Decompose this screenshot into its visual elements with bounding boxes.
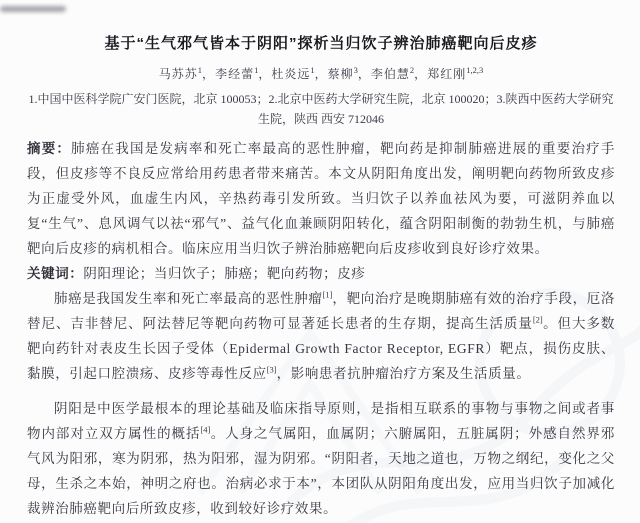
citation-ref: [4] (200, 424, 211, 435)
authors-line: 马苏苏$^1$，李经蕾$^1$，杜炎远$^1$，蔡柳$^3$，李伯慧$^2$，郑红刚$^{1,2,3}$ (158, 65, 484, 81)
body-paragraph-1: 肺癌是我国发生率和死亡率最高的恶性肿瘤[1]，靶向治疗是晚期肺癌有效的治疗手段，厄洛替尼、吉非替尼、阿法替尼等靶向药物可显著延长患者的生存期，提高生活质量[2]。但大多数靶向药针对表皮生长因子受体（Epidermal Growth Factor Receptor, EGFR）靶点，损伤皮肤、黏膜，引起口腔溃疡、皮疹等毒性反应[3]，影响患者抗肿瘤治疗方案及生活质量。 (27, 289, 616, 381)
paper-content (27, 28, 615, 521)
author-affiliation-sup: 2 (409, 65, 415, 75)
author-affiliation-sup: 1 (310, 65, 315, 75)
abstract-label: 摘要： (27, 141, 72, 156)
author-affiliation-sup: 1 (197, 65, 203, 75)
abstract-text: 肺癌在我国是发病率和死亡率最高的恶性肿瘤，靶向药是抑制肺癌进展的重要治疗手段，但皮疹等不良反应常给用药患者带来痛苦。本文从阴阳角度出发，阐明靶向药物所致皮疹为正虚受外风，血虚生内风，辛热药毒引发所致。当归饮子以养血祛风为要，可滋阴养血以复“生气”、息风调气以祛“邪气”、益气化血兼顾阴阳转化，蕴含阴阳制衡的勃勃生机，与肺癌靶向后皮疹的病机相合。临床应用当归饮子辨治肺癌靶向后皮疹收到良好诊疗效果。 (27, 141, 615, 256)
body-paragraph-2: 阴阳是中医学最根本的理论基础及临床指导原则，是指相互联系的事物与事物之间或者事物内部对立双方属性的概括[4]。人身之气属阳，血属阴；六腑属阳，五脏属阴；外感自然界邪气风为阳邪，寒为阴邪，热为阳邪，湿为阴邪。“阴阳者，天地之道也，万物之纲纪，变化之父母，生杀之本始，神明之府也。治病必求于本”，本团队从阴阳角度出发，应用当归饮子加减化裁辨治肺癌靶向后所致皮疹，收到较好诊疗效果。 (27, 401, 615, 516)
keywords-line (27, 261, 615, 286)
citation-ref: [3] (266, 364, 277, 375)
page-title: 基于“生气邪气皆本于阴阳”探析当归饮子辨治肺癌靶向后皮疹 (104, 35, 538, 52)
author-name: 蔡柳$^3$ (327, 65, 358, 81)
abstract-paragraph (27, 136, 615, 261)
author-name: 杜炎远$^1$ (271, 65, 315, 81)
author-affiliation-sup: 3 (353, 65, 358, 75)
author-name: 李经蕾$^1$ (215, 65, 259, 81)
author-affiliation-sup: 1,2,3 (466, 65, 484, 75)
citation-ref: [2] (532, 314, 543, 325)
citation-ref: [1] (322, 289, 333, 300)
author-name: 郑红刚$^{1,2,3}$ (427, 65, 484, 81)
author-affiliation-sup: 1 (254, 65, 259, 75)
scan-artifact (0, 6, 66, 12)
keywords-text: 阴阳理论；当归饮子；肺癌；靶向药物；皮疹 (83, 266, 366, 281)
author-name: 李伯慧$^2$ (370, 65, 415, 81)
author-name: 马苏苏$^1$ (158, 65, 203, 81)
affiliations-line: 1.中国中医科学院广安门医院，北京 100053；2.北京中医药大学研究生院，北京 100020；3.陕西中医药大学研究生院，陕西 西安 712046 (28, 92, 614, 126)
keywords-label: 关键词： (27, 266, 84, 281)
